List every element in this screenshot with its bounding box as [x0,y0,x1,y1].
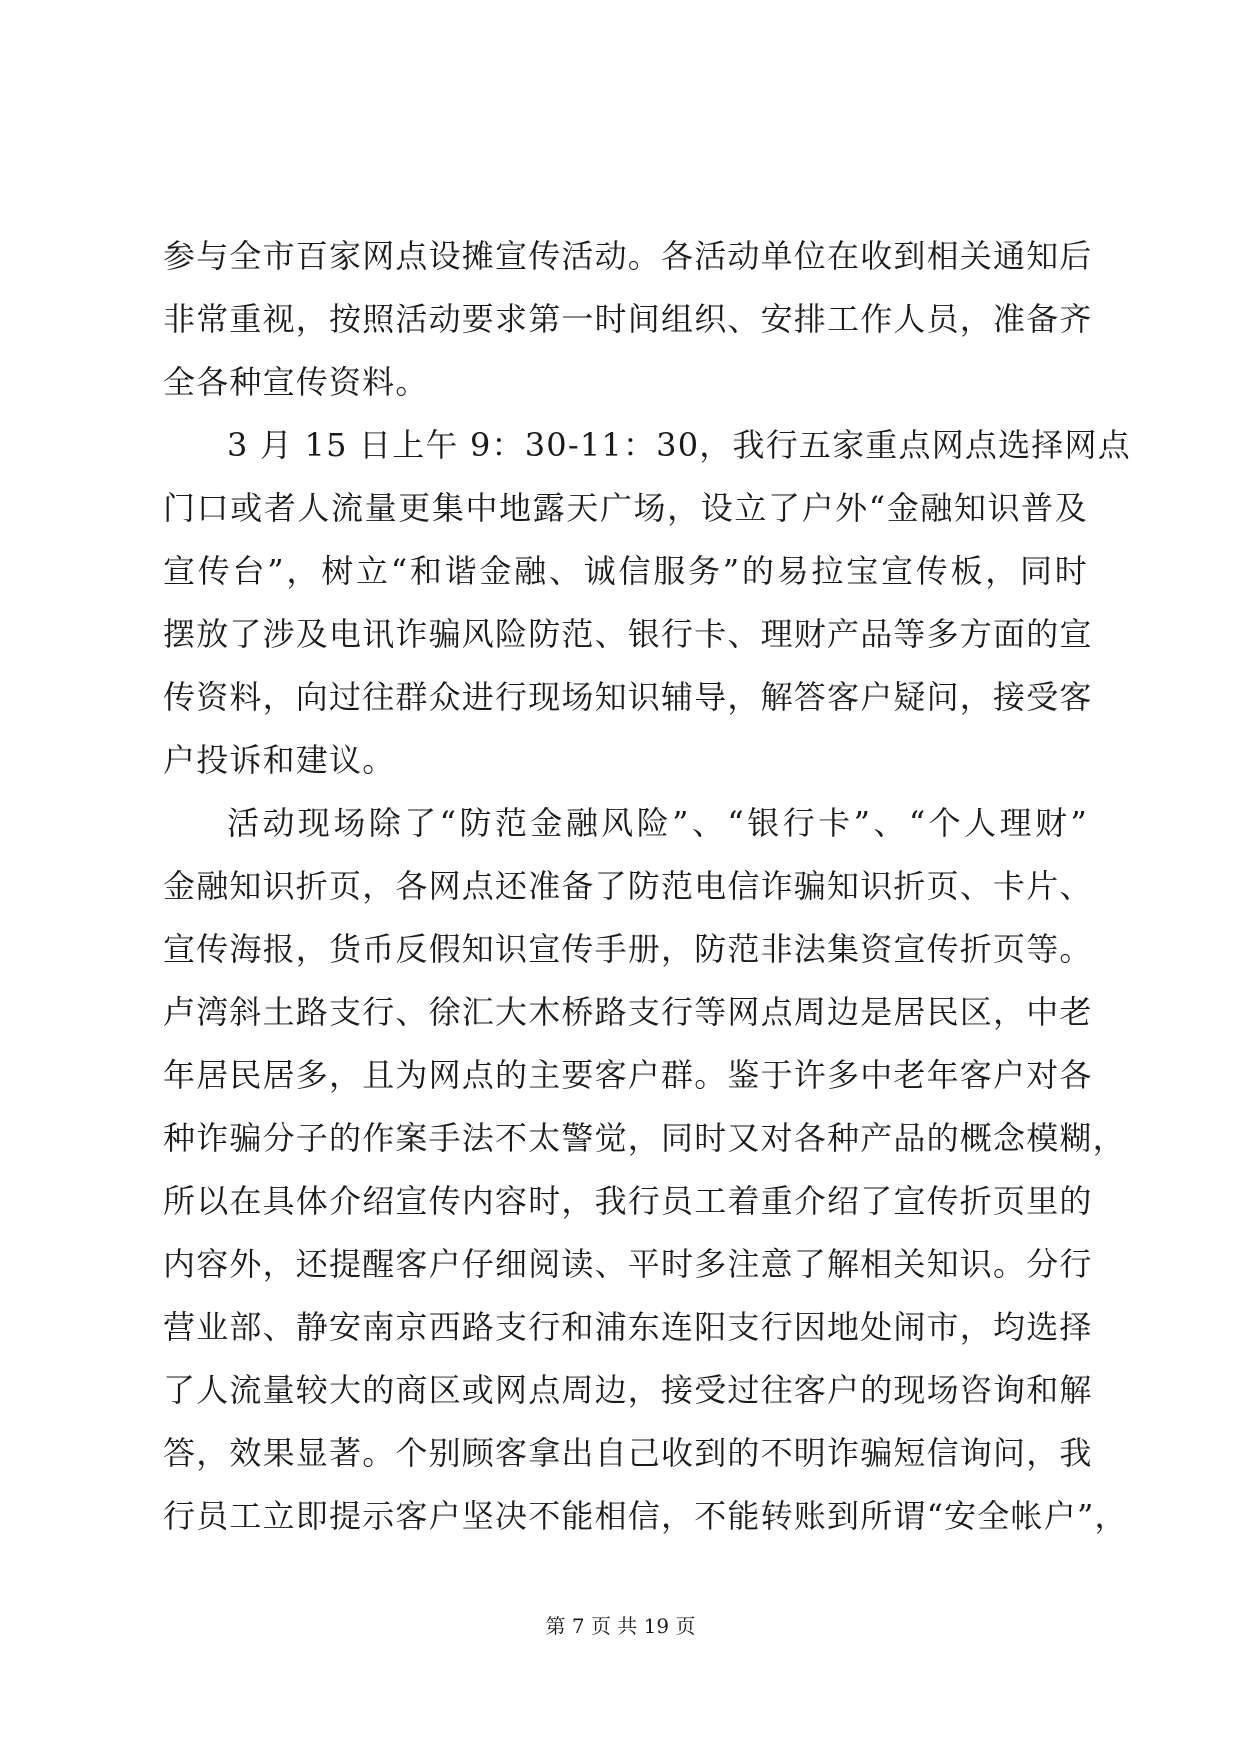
text-line: 行员工立即提示客户坚决不能相信，不能转账到所谓“安全帐户”， [163,1497,1128,1535]
text-line: 户投诉和建议。 [163,741,396,779]
text-line: 非常重视，按照活动要求第一时间组织、安排工作人员，准备齐 [163,300,1093,338]
text-line: 传资料，向过往群众进行现场知识辅导，解答客户疑问，接受客 [163,678,1093,716]
text-line: 宣传台”，树立“和谐金融、诚信服务”的易拉宝宣传板，同时 [163,552,1088,590]
text-line: 卢湾斜土路支行、徐汇大木桥路支行等网点周边是居民区，中老 [163,993,1093,1031]
text-line: 活动现场除了“防范金融风险”、“银行卡”、“个人理财” [227,804,1088,842]
text-line: 内容外，还提醒客户仔细阅读、平时多注意了解相关知识。分行 [163,1245,1093,1283]
text-line: 所以在具体介绍宣传内容时，我行员工着重介绍了宣传折页里的 [163,1182,1093,1220]
text-line: 摆放了涉及电讯诈骗风险防范、银行卡、理财产品等多方面的宣 [163,615,1093,653]
text-line: 3 月 15 日上午 9：30-11：30，我行五家重点网点选择网点 [227,426,1131,464]
text-line: 了人流量较大的商区或网点周边，接受过往客户的现场咨询和解 [163,1371,1093,1409]
text-line: 营业部、静安南京西路支行和浦东连阳支行因地处闹市，均选择 [163,1308,1093,1346]
text-line: 宣传海报，货币反假知识宣传手册，防范非法集资宣传折页等。 [163,930,1093,968]
text-line: 种诈骗分子的作案手法不太警觉，同时又对各种产品的概念模糊， [163,1119,1126,1157]
document-body [163,225,1131,1548]
text-line: 参与全市百家网点设摊宣传活动。各活动单位在收到相关通知后 [163,237,1093,275]
text-line: 门口或者人流量更集中地露天广场，设立了户外“金融知识普及 [163,489,1088,527]
text-line: 答，效果显著。个别顾客拿出自己收到的不明诈骗短信询问，我 [163,1434,1093,1472]
text-line: 全各种宣传资料。 [163,363,429,401]
text-line: 金融知识折页，各网点还准备了防范电信诈骗知识折页、卡片、 [163,867,1093,905]
page-number-footer: 第 7 页 共 19 页 [545,1614,696,1638]
text-line: 年居民居多，且为网点的主要客户群。鉴于许多中老年客户对各 [163,1056,1093,1094]
